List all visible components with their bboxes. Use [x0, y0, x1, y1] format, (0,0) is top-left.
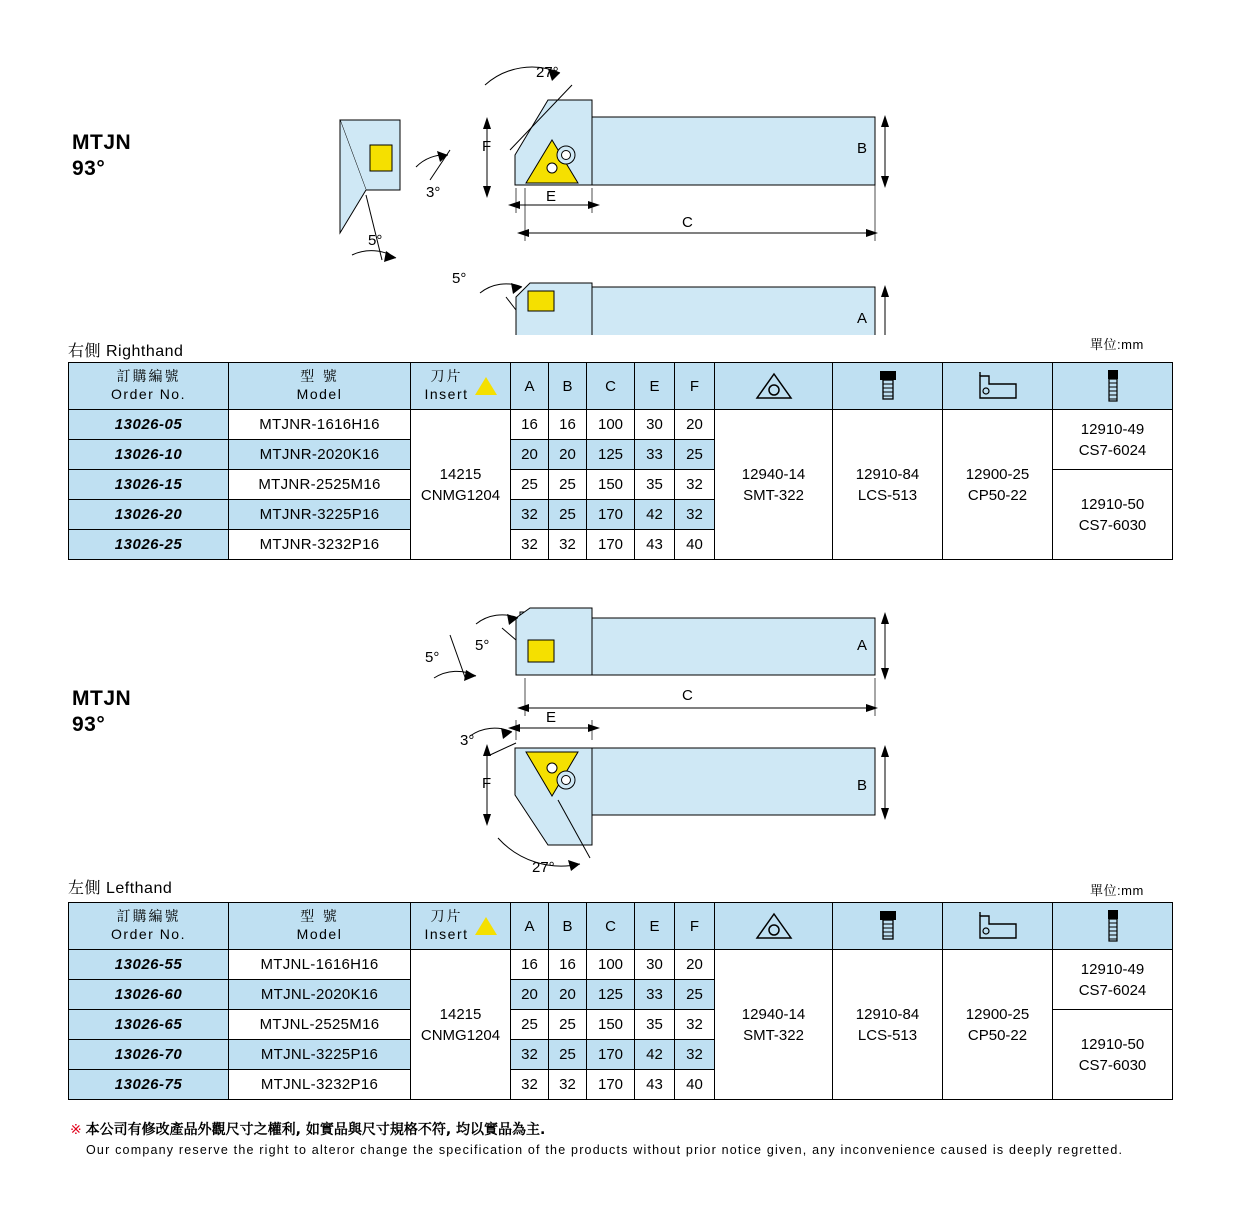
cell-dim-b: 32: [549, 530, 587, 560]
cell-wrench-top: 12910-49 CS7-6024: [1053, 950, 1173, 1010]
cell-dim-a: 32: [511, 530, 549, 560]
header-model: 型 號 Model: [229, 363, 411, 410]
footnote-cn: 本公司有修改產品外觀尺寸之權利, 如實品與尺寸規格不符, 均以實品為主.: [85, 1122, 546, 1138]
header-wrench: [1053, 903, 1173, 950]
header-dim-c: C: [587, 903, 635, 950]
cell-dim-c: 170: [587, 1070, 635, 1100]
label-dim-c: C: [682, 214, 693, 231]
header-dim-f: F: [675, 363, 715, 410]
cell-dim-c: 125: [587, 440, 635, 470]
header-dim-b: B: [549, 903, 587, 950]
cell-order-no: 13026-65: [69, 1010, 229, 1040]
torx-wrench-icon: [1053, 903, 1172, 949]
spec-table-lefthand: [68, 902, 1173, 1100]
cell-order-no: 13026-60: [69, 980, 229, 1010]
cell-dim-a: 20: [511, 440, 549, 470]
cell-dim-c: 170: [587, 1040, 635, 1070]
unit-label-lefthand: 單位:mm: [1090, 883, 1144, 898]
cell-insert: 14215 CNMG1204: [411, 410, 511, 560]
cell-order-no: 13026-05: [69, 410, 229, 440]
cell-dim-f: 32: [675, 1010, 715, 1040]
cell-order-no: 13026-55: [69, 950, 229, 980]
header-shim: [715, 903, 833, 950]
label-dim-e: E: [546, 188, 557, 205]
cell-dim-b: 20: [549, 980, 587, 1010]
cell-dim-e: 35: [635, 470, 675, 500]
cell-model: MTJNR-2525M16: [229, 470, 411, 500]
tool-name: MTJN: [72, 131, 132, 154]
spec-table-righthand: [68, 362, 1173, 560]
cell-dim-e: 33: [635, 440, 675, 470]
cell-dim-b: 25: [549, 500, 587, 530]
cell-insert: 14215 CNMG1204: [411, 950, 511, 1100]
cell-order-no: 13026-25: [69, 530, 229, 560]
shim-triangle-icon: [715, 903, 832, 949]
header-order-no: 訂購編號 Order No.: [69, 903, 229, 950]
cell-dim-f: 20: [675, 410, 715, 440]
cell-order-no: 13026-20: [69, 500, 229, 530]
cell-model: MTJNL-2020K16: [229, 980, 411, 1010]
label-angle-3: 3°: [426, 184, 441, 201]
cell-dim-e: 35: [635, 1010, 675, 1040]
cell-dim-b: 25: [549, 1040, 587, 1070]
cell-wrench-bottom: 12910-50 CS7-6030: [1053, 470, 1173, 560]
header-order-no: 訂購編號 Order No.: [69, 363, 229, 410]
header-dim-f: F: [675, 903, 715, 950]
cell-dim-e: 42: [635, 1040, 675, 1070]
label-angle-27: 27°: [536, 64, 559, 81]
cell-dim-a: 32: [511, 1040, 549, 1070]
cell-dim-f: 25: [675, 980, 715, 1010]
cell-wrench-bottom: 12910-50 CS7-6030: [1053, 1010, 1173, 1100]
header-lever: [943, 903, 1053, 950]
cell-dim-a: 16: [511, 410, 549, 440]
footnote-mark: ※: [70, 1121, 82, 1137]
cell-dim-a: 25: [511, 1010, 549, 1040]
cell-dim-c: 100: [587, 950, 635, 980]
cell-dim-c: 150: [587, 470, 635, 500]
cell-lever: 12900-25 CP50-22: [943, 410, 1053, 560]
table-header-row: [69, 903, 1173, 950]
cell-model: MTJNR-1616H16: [229, 410, 411, 440]
header-insert: 刀片 Insert: [411, 363, 511, 410]
tool-title-righthand: [72, 130, 131, 182]
label-angle-5-top: 5°: [368, 232, 383, 249]
cell-shim: 12940-14 SMT-322: [715, 410, 833, 560]
label-dim-a: A: [857, 637, 868, 654]
cell-dim-c: 170: [587, 500, 635, 530]
header-shim: [715, 363, 833, 410]
header-model: 型 號 Model: [229, 903, 411, 950]
cell-order-no: 13026-10: [69, 440, 229, 470]
cell-dim-c: 150: [587, 1010, 635, 1040]
label-dim-f: F: [482, 138, 492, 155]
cell-model: MTJNL-2525M16: [229, 1010, 411, 1040]
header-lever: [943, 363, 1053, 410]
label-dim-e: E: [546, 709, 557, 726]
cell-model: MTJNL-3232P16: [229, 1070, 411, 1100]
tool-title-lefthand: [72, 686, 131, 738]
cell-model: MTJNR-3232P16: [229, 530, 411, 560]
clamp-screw-icon: [833, 363, 942, 409]
label-angle-5-upper: 5°: [475, 637, 490, 654]
unit-label-righthand: 單位:mm: [1090, 337, 1144, 352]
table-header-row: [69, 363, 1173, 410]
cell-lever: 12900-25 CP50-22: [943, 950, 1053, 1100]
tool-drawing-lefthand: [330, 600, 910, 885]
cell-dim-a: 32: [511, 1070, 549, 1100]
tool-name: MTJN: [72, 687, 132, 710]
cell-model: MTJNL-3225P16: [229, 1040, 411, 1070]
cell-screw: 12910-84 LCS-513: [833, 950, 943, 1100]
table-row: [69, 950, 1173, 980]
cell-dim-e: 42: [635, 500, 675, 530]
cell-dim-f: 40: [675, 1070, 715, 1100]
cell-dim-c: 100: [587, 410, 635, 440]
cell-wrench-top: 12910-49 CS7-6024: [1053, 410, 1173, 470]
cell-model: MTJNL-1616H16: [229, 950, 411, 980]
header-dim-b: B: [549, 363, 587, 410]
cell-dim-f: 32: [675, 470, 715, 500]
cell-dim-f: 32: [675, 1040, 715, 1070]
cell-dim-b: 32: [549, 1070, 587, 1100]
label-dim-f: F: [482, 775, 492, 792]
cell-dim-e: 30: [635, 950, 675, 980]
cell-model: MTJNR-2020K16: [229, 440, 411, 470]
lever-clamp-icon: [943, 903, 1052, 949]
cell-dim-e: 43: [635, 530, 675, 560]
cell-screw: 12910-84 LCS-513: [833, 410, 943, 560]
insert-triangle-icon: [475, 377, 497, 395]
header-dim-e: E: [635, 363, 675, 410]
tool-angle: 93°: [72, 157, 106, 180]
cell-dim-a: 20: [511, 980, 549, 1010]
cell-dim-e: 43: [635, 1070, 675, 1100]
cell-order-no: 13026-15: [69, 470, 229, 500]
cell-dim-f: 40: [675, 530, 715, 560]
cell-dim-b: 25: [549, 470, 587, 500]
cell-dim-b: 25: [549, 1010, 587, 1040]
cell-dim-e: 30: [635, 410, 675, 440]
label-dim-b: B: [857, 777, 868, 794]
shim-triangle-icon: [715, 363, 832, 409]
header-insert: 刀片 Insert: [411, 903, 511, 950]
header-dim-a: A: [511, 903, 549, 950]
torx-wrench-icon: [1053, 363, 1172, 409]
cell-model: MTJNR-3225P16: [229, 500, 411, 530]
label-angle-5-left: 5°: [425, 649, 440, 666]
cell-dim-a: 32: [511, 500, 549, 530]
header-dim-a: A: [511, 363, 549, 410]
label-dim-c: C: [682, 687, 693, 704]
tool-angle: 93°: [72, 713, 106, 736]
clamp-screw-icon: [833, 903, 942, 949]
cell-dim-b: 16: [549, 410, 587, 440]
cell-dim-f: 25: [675, 440, 715, 470]
header-dim-e: E: [635, 903, 675, 950]
header-wrench: [1053, 363, 1173, 410]
cell-dim-b: 20: [549, 440, 587, 470]
cell-dim-f: 32: [675, 500, 715, 530]
cell-dim-a: 25: [511, 470, 549, 500]
cell-dim-f: 20: [675, 950, 715, 980]
insert-triangle-icon: [475, 917, 497, 935]
label-angle-27: 27°: [532, 859, 555, 876]
footnote-en: Our company reserve the right to alteror change the specification of the products without prior notice given, any inconvenience caused is deeply regretted.: [86, 1143, 1124, 1157]
cell-order-no: 13026-75: [69, 1070, 229, 1100]
label-angle-3: 3°: [460, 732, 475, 749]
cell-dim-b: 16: [549, 950, 587, 980]
side-label-righthand: 右側 Righthand: [68, 341, 184, 360]
header-screw: [833, 903, 943, 950]
footnote: [70, 1118, 1180, 1160]
cell-dim-e: 33: [635, 980, 675, 1010]
cell-shim: 12940-14 SMT-322: [715, 950, 833, 1100]
side-label-lefthand: 左側 Lefthand: [68, 878, 173, 897]
table-row: [69, 410, 1173, 440]
lever-clamp-icon: [943, 363, 1052, 409]
label-dim-b: B: [857, 140, 868, 157]
cell-order-no: 13026-70: [69, 1040, 229, 1070]
label-angle-5-lower: 5°: [452, 270, 467, 287]
cell-dim-a: 16: [511, 950, 549, 980]
tool-drawing-righthand: [330, 55, 910, 335]
cell-dim-c: 125: [587, 980, 635, 1010]
header-dim-c: C: [587, 363, 635, 410]
label-dim-a: A: [857, 310, 868, 327]
cell-dim-c: 170: [587, 530, 635, 560]
header-screw: [833, 363, 943, 410]
